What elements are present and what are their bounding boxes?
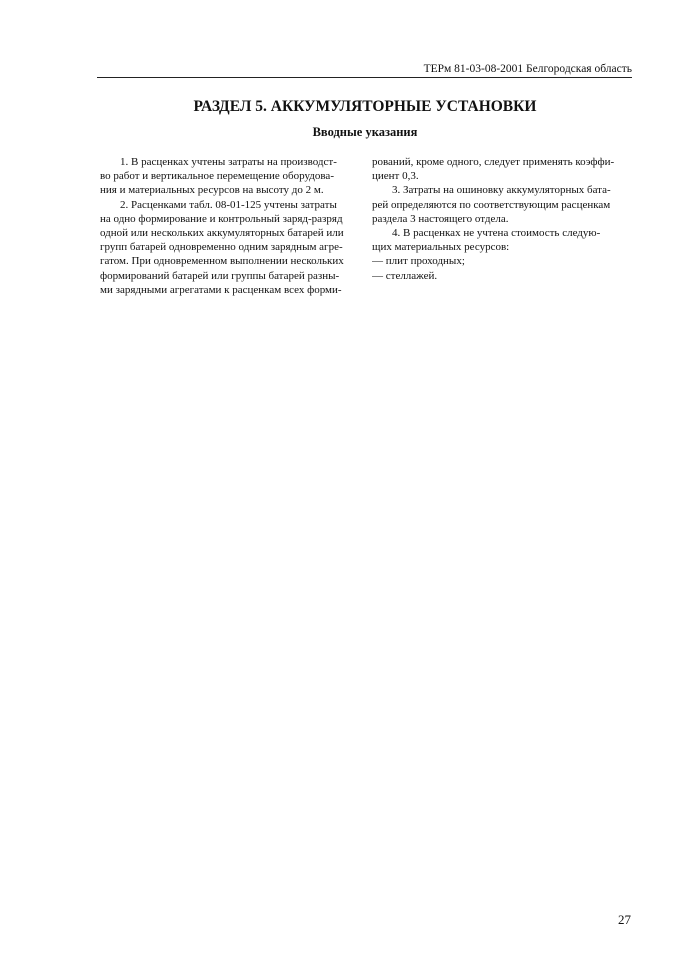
text-line: формирований батарей или группы батарей разны- — [100, 269, 340, 282]
text-line: циент 0,3. — [372, 170, 419, 183]
text-line: рей определяются по соответствующим расценкам — [372, 198, 611, 211]
list-item: — стеллажей. — [372, 269, 438, 282]
text-line: 4. В расценках не учтена стоимость следую- — [392, 227, 601, 240]
text-line: 2. Расценками табл. 08-01-125 учтены затраты — [120, 198, 337, 211]
text-line: щих материальных ресурсов: — [372, 241, 510, 254]
text-line: ния и материальных ресурсов на высоту до 2 м. — [100, 184, 324, 197]
text-line: групп батарей одновременно одним зарядным агре- — [100, 241, 343, 254]
text-line: ми зарядными агрегатами к расценкам всех форми- — [100, 283, 342, 296]
text-line: гатом. При одновременном выполнении нескольких — [100, 255, 344, 268]
left-text-column — [100, 155, 362, 297]
text-line: раздела 3 настоящего отдела. — [372, 212, 509, 225]
text-line: 3. Затраты на ошиновку аккумуляторных бата- — [392, 184, 611, 197]
right-text-column — [372, 155, 634, 283]
list-item: — плит проходных; — [372, 255, 465, 268]
section-title: РАЗДЕЛ 5. АККУМУЛЯТОРНЫЕ УСТАНОВКИ — [193, 98, 537, 115]
section-subtitle: Вводные указания — [312, 125, 418, 139]
document-reference: ТЕРм 81-03-08-2001 Белгородская область — [423, 63, 632, 75]
text-line: рований, кроме одного, следует применять коэффи- — [372, 156, 615, 168]
text-line: на одно формирование и контрольный заряд-разряд — [100, 212, 343, 225]
text-line: одной или нескольких аккумуляторных батарей или — [100, 227, 344, 240]
header-divider — [97, 77, 632, 78]
page-number: 27 — [618, 912, 631, 927]
text-line: 1. В расценках учтены затраты на производст- — [120, 156, 337, 168]
text-line: во работ и вертикальное перемещение оборудова- — [100, 170, 334, 183]
